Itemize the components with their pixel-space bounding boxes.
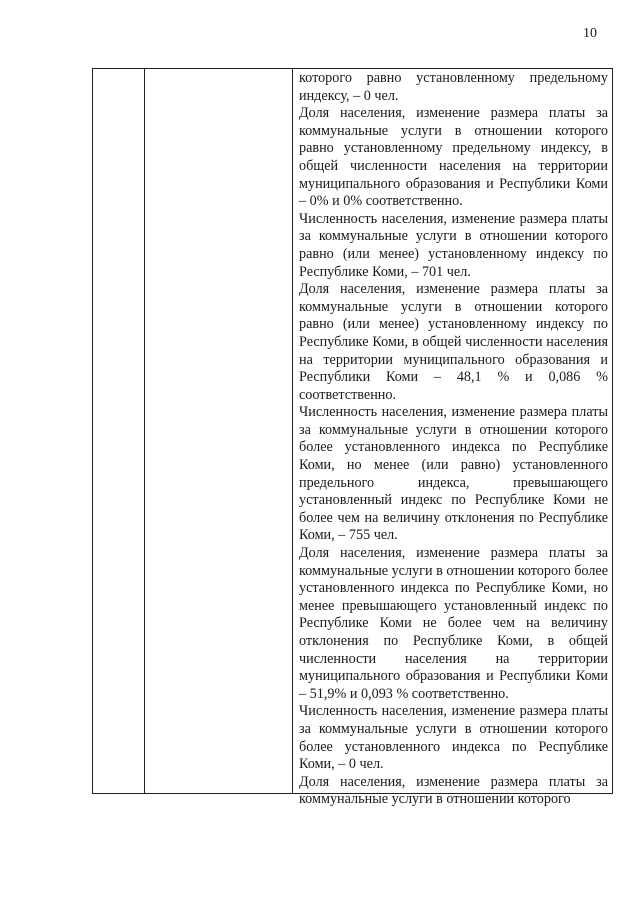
paragraph: Численность населения, изменение размера платы за коммунальные услуги в отношении которого более установленного индекса по Республике Коми, – 0 чел. <box>299 703 608 773</box>
page-number: 10 <box>583 26 597 41</box>
paragraph: Доля населения, изменение размера платы за коммунальные услуги в отношении которого равно (или менее) установленному индексу по Республике Коми, в общей численности населения на территории муниципального образования и Республики Коми – 48,1 % и 0,086 % соответственно. <box>299 281 608 403</box>
paragraph: Доля населения, изменение размера платы за коммунальные услуги в отношении которого равно установленному предельному индексу, в общей численности населения на территории муниципального образования и Республики Коми – 0% и 0% соответственно. <box>299 105 608 210</box>
paragraph: Численность населения, изменение размера платы за коммунальные услуги в отношении которого более установленного индекса по Республике Коми, но менее (или равно) установленного предельного индекса, превышающего установленный индекс по Республике Коми не более чем на величину отклонения по Республике Коми, – 755 чел. <box>299 404 608 544</box>
document-table <box>92 68 613 808</box>
table-cell-col2 <box>145 69 293 793</box>
paragraph: Доля населения, изменение размера платы за коммунальные услуги в отношении которого более установленного индекса по Республике Коми, но менее превышающего установленный индекс по Республике Коми не более чем на величину отклонения по Республике Коми, в общей численности населения на территории муниципального образования и Республики Коми – 51,9% и 0,093 % соответственно. <box>299 545 608 702</box>
table-cell-text <box>293 69 612 808</box>
table-cell-col1 <box>93 69 145 793</box>
paragraph: Численность населения, изменение размера платы за коммунальные услуги в отношении которого равно (или менее) установленному индексу по Республике Коми, – 701 чел. <box>299 210 608 280</box>
paragraph: Доля населения, изменение размера платы за коммунальные услуги в отношении которого <box>299 773 608 808</box>
paragraph: которого равно установленному предельному индексу, – 0 чел. <box>299 70 608 104</box>
